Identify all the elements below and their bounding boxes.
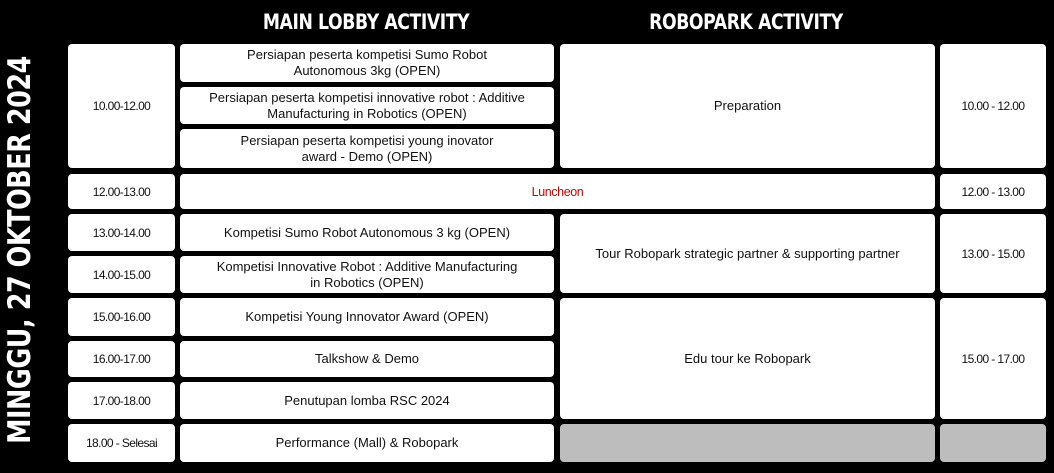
time-slot-6: 16.00-17.00: [68, 341, 175, 377]
lobby-activity-4: Kompetisi Sumo Robot Autonomous 3 kg (OPEN): [180, 214, 554, 251]
robopark-activity-3: Edu tour ke Robopark: [560, 298, 935, 419]
robopark-time-2: 12.00 - 13.00: [940, 174, 1046, 209]
lobby-activity-5: Kompetisi Innovative Robot : Additive Manufacturing in Robotics (OPEN): [180, 256, 554, 293]
robopark-time-4: 15.00 - 17.00: [940, 298, 1046, 419]
time-slot-3: 13.00-14.00: [68, 214, 175, 251]
lobby-activity-8: Penutupan lomba RSC 2024: [180, 382, 554, 419]
lobby-activity-7: Talkshow & Demo: [180, 341, 554, 377]
lobby-activity-3: Persiapan peserta kompetisi young inovator award - Demo (OPEN): [180, 129, 554, 168]
main-lobby-header: MAIN LOBBY ACTIVITY: [262, 10, 470, 34]
robopark-activity-1: Preparation: [560, 44, 935, 168]
lobby-activity-6: Kompetisi Young Innovator Award (OPEN): [180, 298, 554, 336]
date-label: [2, 45, 38, 455]
time-slot-2: 12.00-13.00: [68, 174, 175, 209]
time-slot-1: 10.00-12.00: [68, 44, 175, 168]
robopark-time-1: 10.00 - 12.00: [940, 44, 1046, 168]
date-label-text: MINGGU, 27 OKTOBER 2024: [2, 56, 38, 444]
robopark-empty-cell: [560, 424, 935, 462]
lobby-activity-2: Persiapan peserta kompetisi innovative robot : Additive Manufacturing in Robotics (OPEN): [180, 87, 554, 124]
robopark-time-empty-cell: [940, 424, 1046, 462]
robopark-time-3: 13.00 - 15.00: [940, 214, 1046, 293]
time-slot-8: 18.00 - Selesai: [68, 424, 175, 462]
robopark-activity-2: Tour Robopark strategic partner & supporting partner: [560, 214, 935, 293]
time-slot-4: 14.00-15.00: [68, 256, 175, 293]
lobby-activity-1: Persiapan peserta kompetisi Sumo Robot Autonomous 3kg (OPEN): [180, 44, 554, 82]
luncheon-cell: Luncheon: [180, 174, 935, 209]
time-slot-5: 15.00-16.00: [68, 298, 175, 336]
robopark-header: ROBOPARK ACTIVITY: [649, 10, 843, 34]
lobby-activity-9: Performance (Mall) & Robopark: [180, 424, 554, 462]
time-slot-7: 17.00-18.00: [68, 382, 175, 419]
